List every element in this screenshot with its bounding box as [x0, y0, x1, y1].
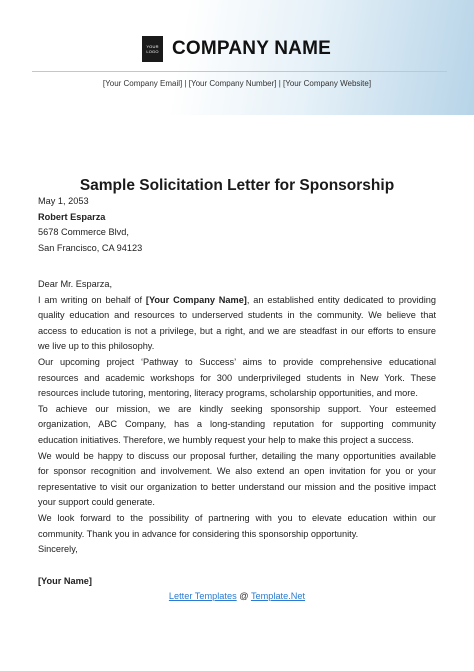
letter-body — [38, 277, 436, 558]
salutation: Dear Mr. Esparza, — [38, 279, 113, 289]
paragraph-line: Our upcoming project ‘Pathway to Success’ aims to provide comprehensive educational — [38, 356, 436, 367]
paragraph-line: representative to visit our organization to better understand our mission and the positive impact — [38, 481, 436, 492]
letter-title: Sample Solicitation Letter for Sponsorship — [79, 177, 395, 194]
paragraph-line: we live up to this philosophy. — [38, 341, 155, 352]
closing: Sincerely, — [38, 544, 78, 555]
header-divider — [32, 71, 447, 72]
brand — [142, 36, 331, 62]
company-name: COMPANY NAME — [172, 38, 331, 59]
letterhead — [0, 0, 474, 115]
template-net-link[interactable]: Template.Net — [250, 591, 306, 601]
company-contact-line: [Your Company Email] | [Your Company Number] | [Your Company Website] — [102, 79, 372, 88]
recipient-address-line2: San Francisco, CA 94123 — [38, 242, 143, 253]
paragraph-line: access to education is not a privilege, but a right, and we are steadfast in our efforts to ensure — [38, 325, 436, 336]
footer-separator: @ — [236, 591, 251, 601]
p1-suffix: , an established entity dedicated to providing — [246, 294, 437, 305]
paragraph-line: We look forward to the possibility of partnering with you to elevate education within our — [38, 512, 436, 523]
paragraph-line: your support could generate. — [38, 497, 155, 508]
footer-credit — [0, 591, 474, 601]
letter-templates-link[interactable]: Letter Templates — [168, 591, 237, 601]
paragraph-line: To achieve our mission, we are kindly seeking sponsorship support. Your esteemed — [38, 403, 436, 414]
p1-prefix: I am writing on behalf of — [38, 294, 146, 305]
paragraph-line — [38, 293, 436, 309]
recipient-block — [38, 194, 436, 256]
paragraph-line: quality education and resources to underserved students in the community. We believe that — [38, 310, 436, 321]
signature-name: [Your Name] — [38, 576, 92, 586]
company-logo — [142, 36, 163, 62]
signature-block — [38, 574, 436, 590]
recipient-name: Robert Esparza — [38, 211, 106, 222]
recipient-address-line1: 5678 Commerce Blvd, — [38, 227, 129, 238]
paragraph-line: education initiatives. Therefore, we humbly request your help to make this project a success. — [38, 434, 414, 445]
paragraph-line: for sponsor recognition and involvement. We also extend an open invitation for you or your — [38, 466, 436, 477]
paragraph-line: organization, ABC Company, has a long-standing reputation for supporting community — [38, 419, 436, 430]
logo-text-line2: LOGO — [146, 49, 159, 54]
paragraph-line: resources and academic workshops for 300 underprivileged students in New York. These — [38, 372, 436, 383]
paragraph-line: community. Thank you in advance for considering this sponsorship opportunity. — [38, 528, 359, 539]
paragraph-line: resources include tutoring, mentoring, literacy programs, scholarship opportunities, and more. — [38, 388, 418, 399]
logo-text-line1: YOUR — [146, 44, 159, 49]
company-name-placeholder: [Your Company Name] — [145, 294, 247, 305]
paragraph-line: We would be happy to discuss our proposal further, detailing the many opportunities available — [38, 450, 436, 461]
letter-date: May 1, 2053 — [38, 196, 89, 206]
